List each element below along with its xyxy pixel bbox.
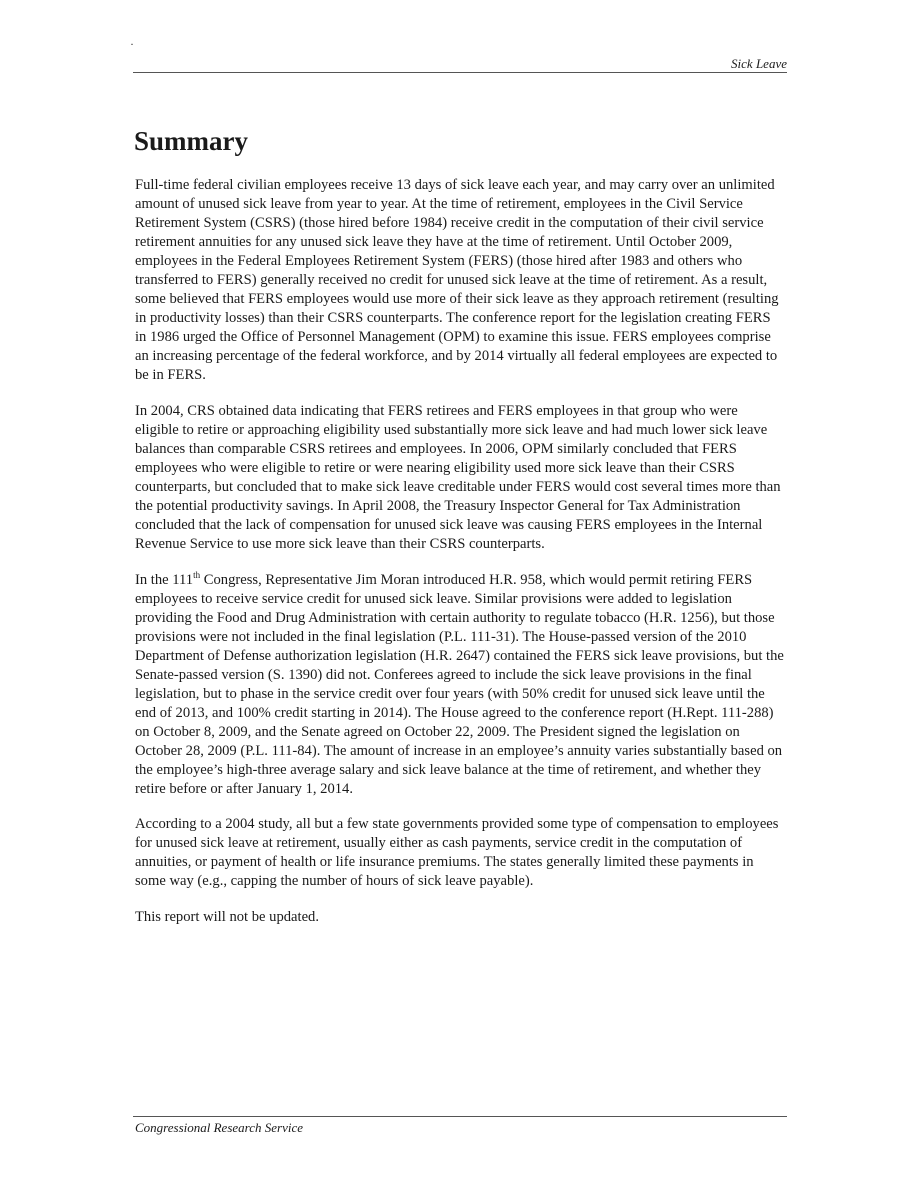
running-header: Sick Leave <box>731 56 787 71</box>
paragraph-rest: Congress, Representative Jim Moran introduced H.R. 958, which would permit retiring FERS employees to receive service credit for unused sick leave. Similar provisions were added to legislation providing the Food and Drug Administration with certain authority to regulate tobacco (H.R. 1256), but those provisions were not included in the final legislation (P.L. 111-31). The House-passed version of the 2010 Department of Defense authorization legislation (H.R. 2647) contained the FERS sick leave provisions, but the Senate-passed version (S. 1390) did not. Conferees agreed to include the sick leave provisions in the final legislation, but to phase in the service credit over four years (with 50% credit for unused sick leave until the end of 2013, and 100% credit starting in 2014). The House agreed to the conference report (H.Rept. 111-288) on October 8, 2009, and the Senate agreed on October 22, 2009. The President signed the legislation on October 28, 2009 (P.L. 111-84). The amount of increase in an employee’s annuity varies substantially based on the employee’s high-three average salary and sick leave balance at the time of retirement, and whether they retire before or after January 1, 2014. <box>135 572 784 797</box>
header-divider <box>133 72 787 73</box>
paragraph: Full-time federal civilian employees receive 13 days of sick leave each year, and may carry over an unlimited amount of unused sick leave from year to year. At the time of retirement, employees in the Civil Service Retirement System (CSRS) (those hired before 1984) receive credit in the computation of their civil service retirement annuities for any unused sick leave they have at the time of retirement. Until October 2009, employees in the Federal Employees Retirement System (FERS) (those hired after 1983 and others who transferred to FERS) generally received no credit for unused sick leave at the time of retirement. As a result, some believed that FERS employees would use more of their sick leave as they approach retirement (resulting in productivity losses) than their CSRS counterparts. The conference report for the legislation creating FERS in 1986 urged the Office of Personnel Management (OPM) to examine this issue. FERS employees comprise an increasing percentage of the federal workforce, and by 2014 virtually all federal employees are expected to be in FERS. <box>135 177 779 383</box>
paragraph: In 2004, CRS obtained data indicating that FERS retirees and FERS employees in that group who were eligible to retire or approaching eligibility used substantially more sick leave and had much lower sick leave balances than comparable CSRS retirees and employees. In 2006, OPM similarly concluded that FERS employees who were eligible to retire or were nearing eligibility used more sick leave than their CSRS counterparts, but concluded that to make sick leave creditable under FERS would cost several times more than the potential productivity savings. In April 2008, the Treasury Inspector General for Tax Administration concluded that the lack of compensation for unused sick leave was causing FERS employees in the Internal Revenue Service to use more sick leave than their CSRS counterparts. <box>135 403 781 552</box>
paragraph <box>135 571 785 799</box>
page-title: Summary <box>134 126 248 156</box>
paragraph: According to a 2004 study, all but a few state governments provided some type of compensation to employees for unused sick leave at retirement, usually either as cash payments, service credit in the computation of annuities, or payment of health or life insurance premiums. The states generally limited these payments in some way (e.g., capping the number of hours of sick leave payable). <box>135 816 779 889</box>
footer-divider <box>133 1116 787 1117</box>
ordinal-superscript: th <box>193 570 201 581</box>
corner-mark: · <box>130 37 134 51</box>
paragraph: This report will not be updated. <box>135 909 320 925</box>
paragraph-lead: In the 111 <box>135 572 194 588</box>
footer-organization: Congressional Research Service <box>135 1120 303 1135</box>
summary-body <box>135 176 785 944</box>
